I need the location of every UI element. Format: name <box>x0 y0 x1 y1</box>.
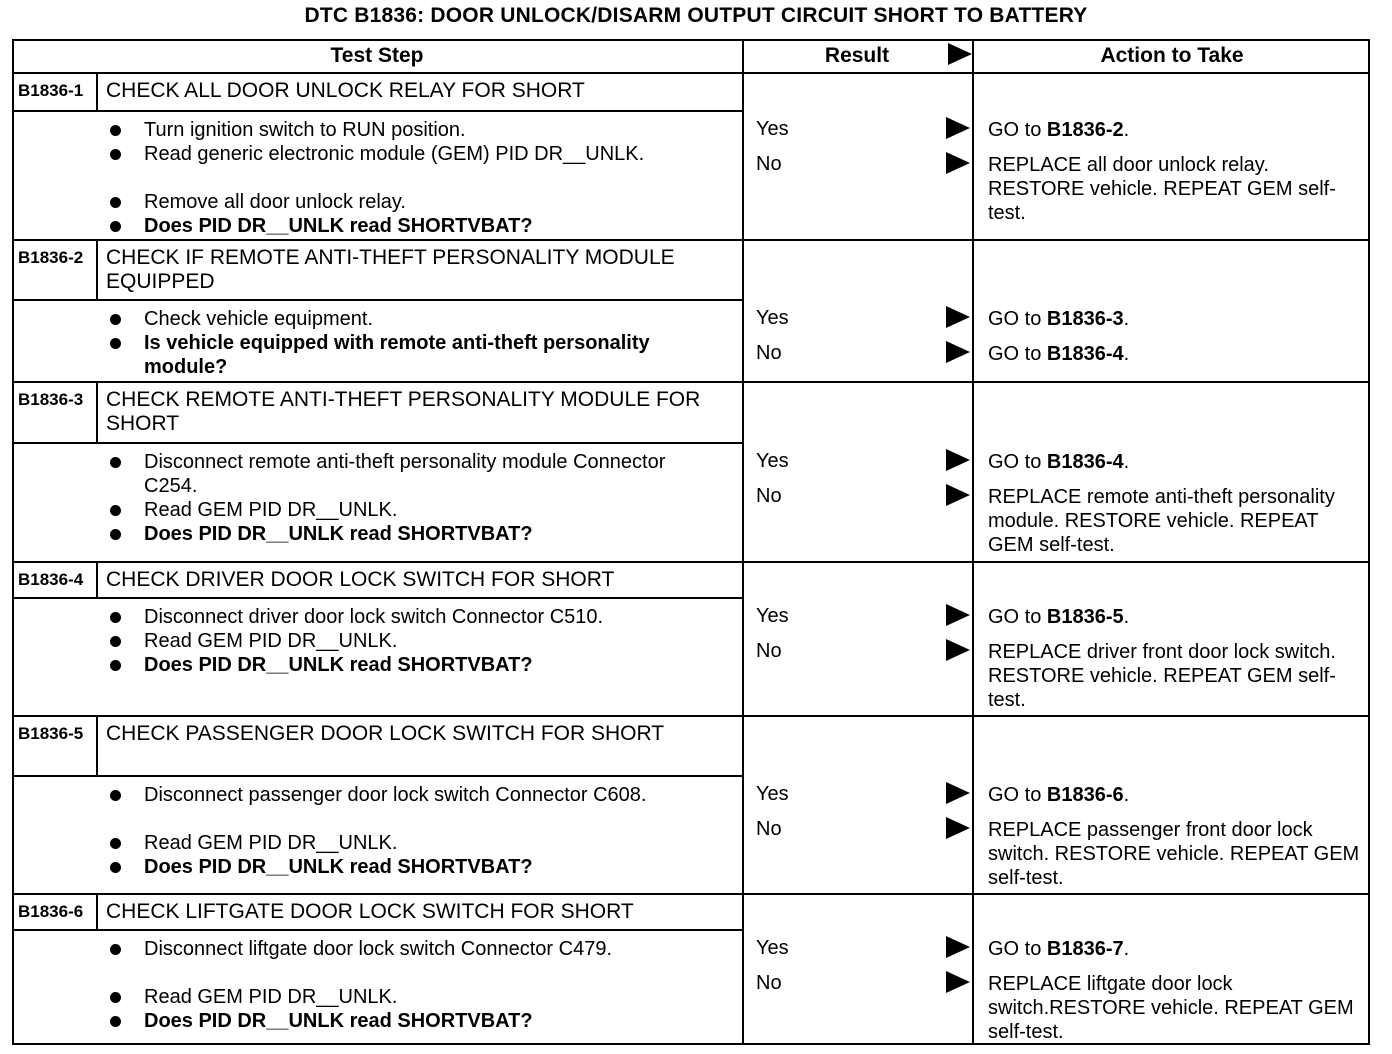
arrow-right-icon <box>946 484 970 506</box>
header-arrow-icon <box>948 43 972 65</box>
result-no: No <box>756 972 782 994</box>
result-no: No <box>756 640 782 662</box>
step-code: B1836-4 <box>18 570 84 589</box>
test-step-item: Read GEM PID DR__UNLK. <box>144 986 398 1008</box>
bullet-icon <box>110 505 121 516</box>
row-divider <box>12 715 1370 717</box>
test-step-item: Disconnect liftgate door lock switch Connector C479. <box>144 938 613 960</box>
bullet-icon <box>110 125 121 136</box>
test-step-item: Read GEM PID DR__UNLK. <box>144 630 398 652</box>
arrow-right-icon <box>946 971 970 993</box>
test-step-item: Disconnect driver door lock switch Connector C510. <box>144 606 604 628</box>
action-step-reference: B1836-3 <box>1046 308 1124 330</box>
bullet-icon <box>110 838 121 849</box>
arrow-right-icon <box>946 936 970 958</box>
result-yes: Yes <box>756 937 789 959</box>
row-divider <box>12 381 1370 383</box>
row-title-divider <box>12 929 742 931</box>
action-text <box>988 937 1364 961</box>
action-text <box>988 485 1364 557</box>
row-divider <box>12 893 1370 895</box>
row-title-divider <box>12 442 742 444</box>
step-title: CHECK REMOTE ANTI-THEFT PERSONALITY MODULE FOR SHORT <box>106 388 701 435</box>
test-step-item: Does PID DR__UNLK read SHORTVBAT? <box>144 215 533 237</box>
action-text <box>988 153 1364 225</box>
result-yes: Yes <box>756 783 789 805</box>
bullet-icon <box>110 992 121 1003</box>
test-step-item: Read generic electronic module (GEM) PID DR__UNLK. <box>144 143 645 165</box>
header-divider <box>12 72 1370 74</box>
step-code: B1836-1 <box>18 81 84 100</box>
action-tail: . <box>1123 308 1130 330</box>
step-title: CHECK ALL DOOR UNLOCK RELAY FOR SHORT <box>106 79 585 102</box>
test-step-item: Remove all door unlock relay. <box>144 191 406 213</box>
test-step-item: Is vehicle equipped with remote anti-theft personality module? <box>144 332 650 378</box>
action-tail: . <box>1123 451 1130 473</box>
action-step-reference: B1836-4 <box>1046 343 1124 365</box>
result-no: No <box>756 153 782 175</box>
step-code: B1836-6 <box>18 902 84 921</box>
bullet-icon <box>110 529 121 540</box>
action-text <box>988 118 1364 142</box>
bullet-icon <box>110 636 121 647</box>
row-divider <box>12 561 1370 563</box>
test-step-item: Turn ignition switch to RUN position. <box>144 119 466 141</box>
test-step-item: Does PID DR__UNLK read SHORTVBAT? <box>144 654 533 676</box>
action-text <box>988 342 1364 366</box>
code-cell-divider <box>96 894 98 929</box>
action-main: REPLACE passenger front door lock switch. RESTORE vehicle. REPEAT GEM self-test. <box>988 819 1360 889</box>
action-main: GO to <box>988 938 1047 960</box>
header-test-step: Test Step <box>330 44 424 67</box>
result-no: No <box>756 342 782 364</box>
action-tail: . <box>1123 119 1130 141</box>
action-main: REPLACE liftgate door lock switch.RESTORE vehicle. REPEAT GEM self-test. <box>988 973 1354 1043</box>
bullet-icon <box>110 862 121 873</box>
code-cell-divider <box>96 562 98 597</box>
action-main: REPLACE all door unlock relay. RESTORE vehicle. REPEAT GEM self-test. <box>988 154 1336 224</box>
result-yes: Yes <box>756 118 789 140</box>
code-cell-divider <box>96 382 98 442</box>
result-yes: Yes <box>756 307 789 329</box>
header-result: Result <box>824 44 890 67</box>
bullet-icon <box>110 790 121 801</box>
header-action: Action to Take <box>1100 44 1244 67</box>
page-title: DTC B1836: DOOR UNLOCK/DISARM OUTPUT CIRCUIT SHORT TO BATTERY <box>304 4 1088 27</box>
test-step-item: Disconnect remote anti-theft personality module Connector C254. <box>144 451 666 497</box>
row-title-divider <box>12 299 742 301</box>
bullet-icon <box>110 221 121 232</box>
test-step-item: Disconnect passenger door lock switch Connector C608. <box>144 784 647 806</box>
action-step-reference: B1836-7 <box>1046 938 1124 960</box>
action-main: GO to <box>988 308 1047 330</box>
row-divider <box>12 239 1370 241</box>
bullet-icon <box>110 338 121 349</box>
test-step-item: Read GEM PID DR__UNLK. <box>144 832 398 854</box>
test-step-item: Check vehicle equipment. <box>144 308 374 330</box>
test-step-item: Does PID DR__UNLK read SHORTVBAT? <box>144 1010 533 1032</box>
action-tail: . <box>1123 606 1130 628</box>
action-text <box>988 818 1364 890</box>
action-main: REPLACE driver front door lock switch. RESTORE vehicle. REPEAT GEM self-test. <box>988 641 1336 711</box>
step-code: B1836-3 <box>18 390 84 409</box>
action-text <box>988 972 1364 1044</box>
arrow-right-icon <box>946 152 970 174</box>
result-yes: Yes <box>756 605 789 627</box>
action-step-reference: B1836-5 <box>1046 606 1124 628</box>
test-step-item: Read GEM PID DR__UNLK. <box>144 499 398 521</box>
action-tail: . <box>1123 343 1130 365</box>
bullet-icon <box>110 149 121 160</box>
row-title-divider <box>12 110 742 112</box>
row-title-divider <box>12 597 742 599</box>
code-cell-divider <box>96 240 98 299</box>
action-step-reference: B1836-4 <box>1046 451 1124 473</box>
action-tail: . <box>1123 784 1130 806</box>
step-title: CHECK PASSENGER DOOR LOCK SWITCH FOR SHORT <box>106 722 665 745</box>
bullet-icon <box>110 660 121 671</box>
code-cell-divider <box>96 716 98 775</box>
action-tail: . <box>1123 938 1130 960</box>
test-step-item: Does PID DR__UNLK read SHORTVBAT? <box>144 856 533 878</box>
action-main: GO to <box>988 606 1047 628</box>
arrow-right-icon <box>946 817 970 839</box>
arrow-right-icon <box>946 341 970 363</box>
arrow-right-icon <box>946 604 970 626</box>
arrow-right-icon <box>946 117 970 139</box>
arrow-right-icon <box>946 782 970 804</box>
bullet-icon <box>110 612 121 623</box>
test-step-item: Does PID DR__UNLK read SHORTVBAT? <box>144 523 533 545</box>
step-title: CHECK IF REMOTE ANTI-THEFT PERSONALITY MODULE EQUIPPED <box>106 246 675 293</box>
arrow-right-icon <box>946 639 970 661</box>
action-text <box>988 450 1364 474</box>
step-title: CHECK DRIVER DOOR LOCK SWITCH FOR SHORT <box>106 568 615 591</box>
bullet-icon <box>110 314 121 325</box>
action-main: GO to <box>988 343 1047 365</box>
action-text <box>988 605 1364 629</box>
step-code: B1836-2 <box>18 248 84 267</box>
result-no: No <box>756 485 782 507</box>
step-code: B1836-5 <box>18 724 84 743</box>
action-text <box>988 783 1364 807</box>
action-main: GO to <box>988 119 1047 141</box>
table-border-top <box>12 39 1370 41</box>
action-main: GO to <box>988 451 1047 473</box>
row-title-divider <box>12 775 742 777</box>
result-yes: Yes <box>756 450 789 472</box>
arrow-right-icon <box>946 306 970 328</box>
step-title: CHECK LIFTGATE DOOR LOCK SWITCH FOR SHORT <box>106 900 634 923</box>
bullet-icon <box>110 1016 121 1027</box>
action-step-reference: B1836-2 <box>1046 119 1124 141</box>
diagnostic-table <box>12 39 1370 1045</box>
action-main: REPLACE remote anti-theft personality module. RESTORE vehicle. REPEAT GEM self-test. <box>988 486 1335 556</box>
arrow-right-icon <box>946 449 970 471</box>
action-text <box>988 307 1364 331</box>
action-main: GO to <box>988 784 1047 806</box>
bullet-icon <box>110 944 121 955</box>
action-text <box>988 640 1364 712</box>
code-cell-divider <box>96 73 98 110</box>
action-step-reference: B1836-6 <box>1046 784 1124 806</box>
bullet-icon <box>110 457 121 468</box>
bullet-icon <box>110 197 121 208</box>
result-no: No <box>756 818 782 840</box>
